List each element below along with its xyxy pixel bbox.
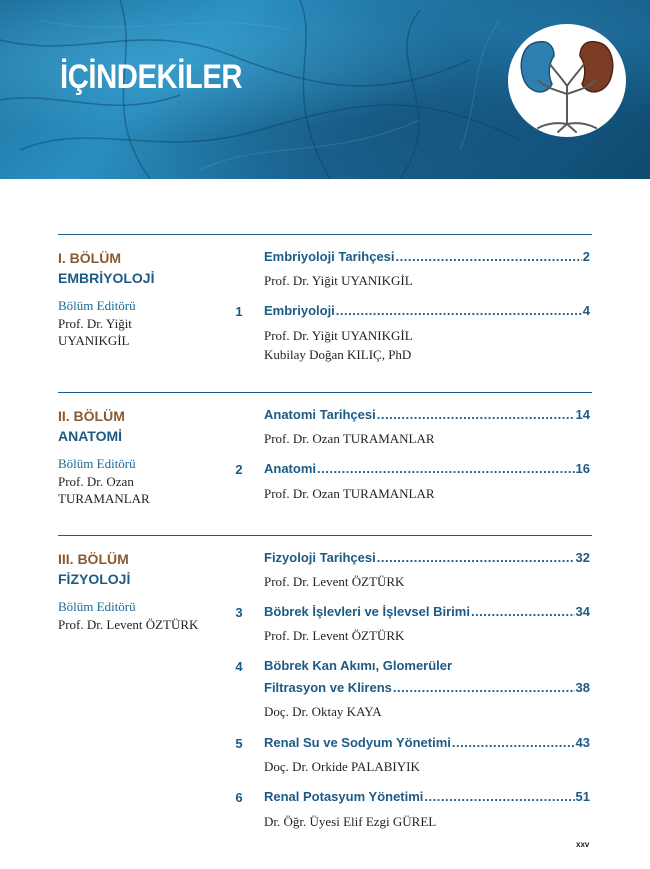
chapter-number: 3 [235, 605, 243, 620]
entry-author: Prof. Dr. Ozan TURAMANLAR [264, 431, 435, 446]
entry-author: Dr. Öğr. Üyesi Elif Ezgi GÜREL [264, 814, 437, 829]
toc-entry[interactable]: Anatomi ..... 16 [264, 461, 590, 479]
toc-entry[interactable]: Fizyoloji Tarihçesi ..... 32 [264, 550, 590, 568]
toc-entry[interactable]: Embriyoloji ..... 4 [264, 303, 590, 321]
editor-name: Prof. Dr. Levent ÖZTÜRK [58, 617, 199, 632]
editor-label: Bölüm Editörü [58, 456, 136, 471]
entry-author: Doç. Dr. Oktay KAYA [264, 704, 382, 719]
section-title: II. BÖLÜM [58, 408, 125, 424]
entry-author: Prof. Dr. Yiğit UYANIKGİL [264, 273, 413, 288]
toc-entry[interactable]: Embriyoloji Tarihçesi ..... 2 [264, 249, 590, 267]
toc-entry[interactable]: Renal Potasyum Yönetimi ..... 51 [264, 789, 590, 807]
editor-label: Bölüm Editörü [58, 298, 136, 313]
chapter-number: 4 [235, 659, 243, 674]
kidney-tree-logo-icon [508, 24, 626, 137]
entry-author: Prof. Dr. Levent ÖZTÜRK [264, 574, 405, 589]
chapter-number: 1 [235, 304, 243, 319]
chapter-number: 2 [235, 462, 243, 477]
chapter-number: 6 [235, 790, 243, 805]
toc-entry[interactable]: Anatomi Tarihçesi ..... 14 [264, 407, 590, 425]
entry-author: Prof. Dr. Levent ÖZTÜRK [264, 628, 405, 643]
entry-author: Prof. Dr. Ozan TURAMANLAR [264, 486, 435, 501]
header-banner [0, 0, 650, 179]
section-name: EMBRİYOLOJİ [58, 270, 155, 286]
page-title: İÇİNDEKİLER [60, 58, 243, 96]
editor-name: Prof. Dr. Ozan TURAMANLAR [58, 474, 150, 506]
section-name: ANATOMİ [58, 428, 123, 444]
section-name: FİZYOLOJİ [58, 571, 131, 587]
toc-entry[interactable]: Renal Su ve Sodyum Yönetimi ..... 43 [264, 735, 590, 753]
page-number: xxv [576, 840, 590, 849]
entry-author: Kubilay Doğan KILIÇ, PhD [264, 347, 412, 362]
toc-entry[interactable]: Filtrasyon ve Klirens ..... 38 [264, 680, 590, 698]
section-divider [58, 535, 592, 536]
section-title: III. BÖLÜM [58, 551, 129, 567]
toc-entry[interactable]: Böbrek İşlevleri ve İşlevsel Birimi ..... 34 [264, 604, 590, 622]
toc-entry-title-line[interactable]: Böbrek Kan Akımı, Glomerüler [264, 658, 453, 673]
section-divider [58, 392, 592, 393]
editor-label: Bölüm Editörü [58, 599, 136, 614]
section-divider [58, 234, 592, 235]
editor-name: Prof. Dr. Yiğit UYANIKGİL [58, 316, 132, 348]
entry-author: Prof. Dr. Yiğit UYANIKGİL [264, 328, 413, 343]
section-title: I. BÖLÜM [58, 250, 121, 266]
chapter-number: 5 [235, 736, 243, 751]
entry-author: Doç. Dr. Orkide PALABIYIK [264, 759, 420, 774]
